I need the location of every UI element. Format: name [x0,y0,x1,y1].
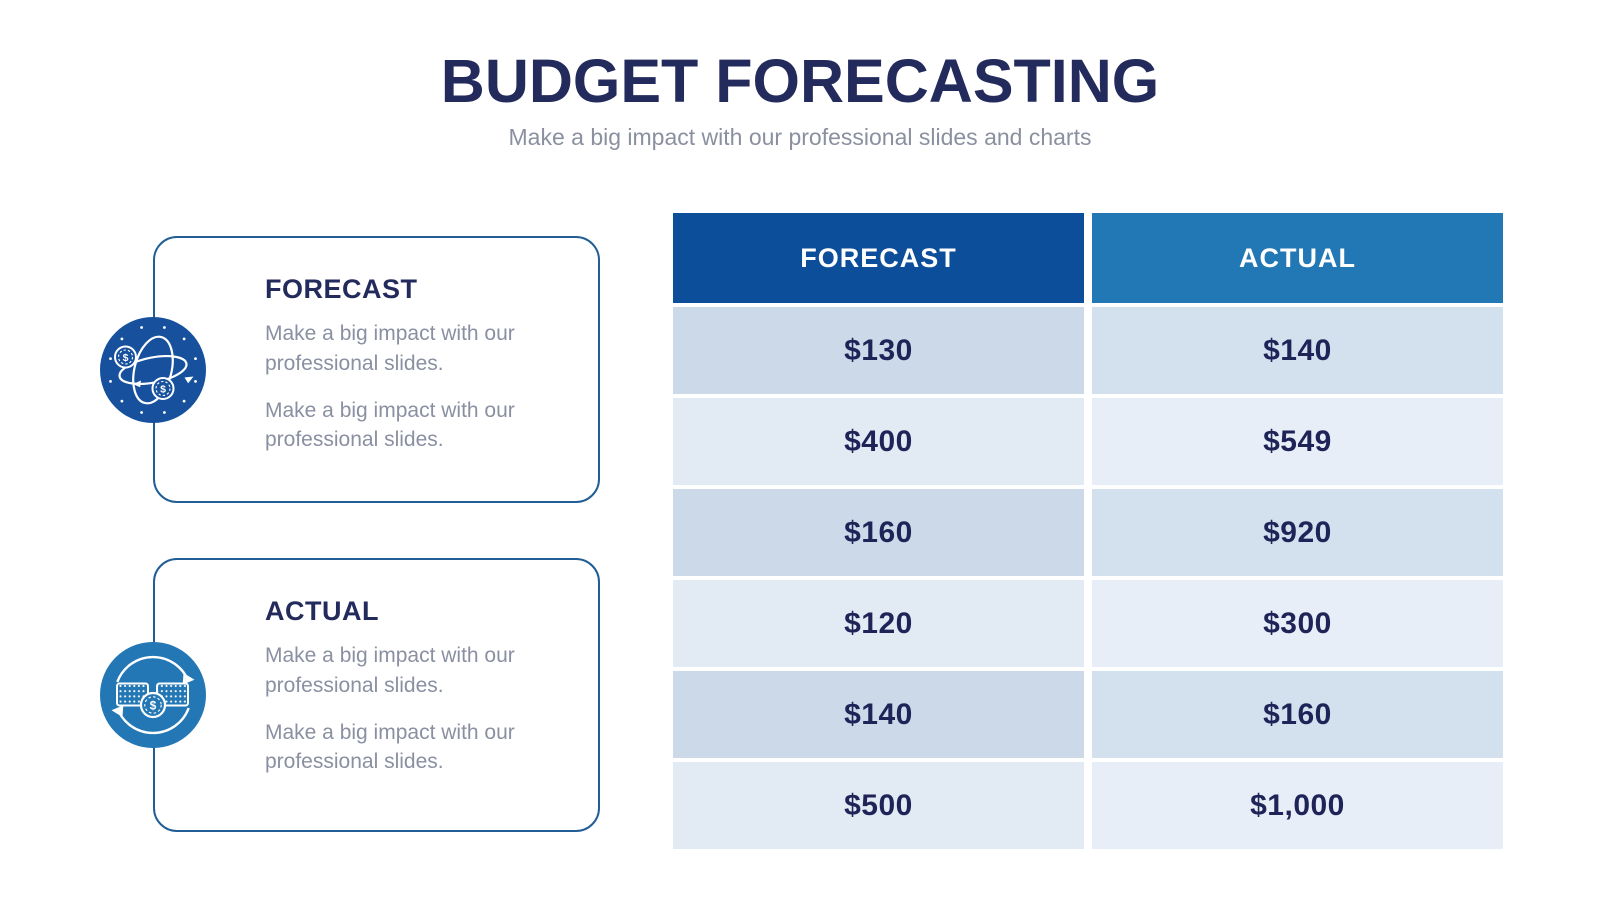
forecast-card-paragraph-1: Make a big impact with our professional slides. [265,322,515,375]
actual-card-paragraph-2: Make a big impact with our professional slides. [265,720,515,774]
table-cell-forecast-r4: $120 [673,580,1084,667]
forecast-card-paragraph-2: Make a big impact with our professional slides. [265,398,515,452]
table-cell-actual-r2: $549 [1092,398,1503,485]
table-cell-forecast-r5: $140 [673,671,1084,758]
forecast-card [122,236,600,503]
svg-text:$: $ [160,383,166,395]
page-title: BUDGET FORECASTING [440,47,1160,115]
forecast-card-heading: FORECAST [265,274,418,304]
actual-card-heading: ACTUAL [265,596,379,626]
actual-card-paragraph-1: Make a big impact with our professional slides. [265,644,515,697]
svg-text:$: $ [149,698,157,713]
table-cell-forecast-r3: $160 [673,489,1084,576]
table-header-forecast: FORECAST [673,213,1084,303]
table-cell-forecast-r6: $500 [673,762,1084,849]
table-cell-actual-r3: $920 [1092,489,1503,576]
table-cell-forecast-r1: $130 [673,307,1084,394]
table-cell-actual-r1: $140 [1092,307,1503,394]
dollar-coin-icon [141,693,165,717]
table-cell-forecast-r2: $400 [673,398,1084,485]
forecast-badge [100,317,206,423]
dollar-coin-icon [115,346,136,367]
table-header-actual: ACTUAL [1092,213,1503,303]
table-cell-actual-r4: $300 [1092,580,1503,667]
budget-table [673,213,1503,849]
table-cell-actual-r5: $160 [1092,671,1503,758]
svg-text:$: $ [122,351,129,364]
dollar-coin-icon [153,378,174,399]
page-subtitle: Make a big impact with our professional slides and charts [508,124,1092,150]
table-cell-actual-r6: $1,000 [1092,762,1503,849]
money-refresh-icon [100,642,206,748]
orbit-dollar-icon [100,317,206,423]
actual-card [149,558,600,832]
actual-badge [100,642,206,748]
